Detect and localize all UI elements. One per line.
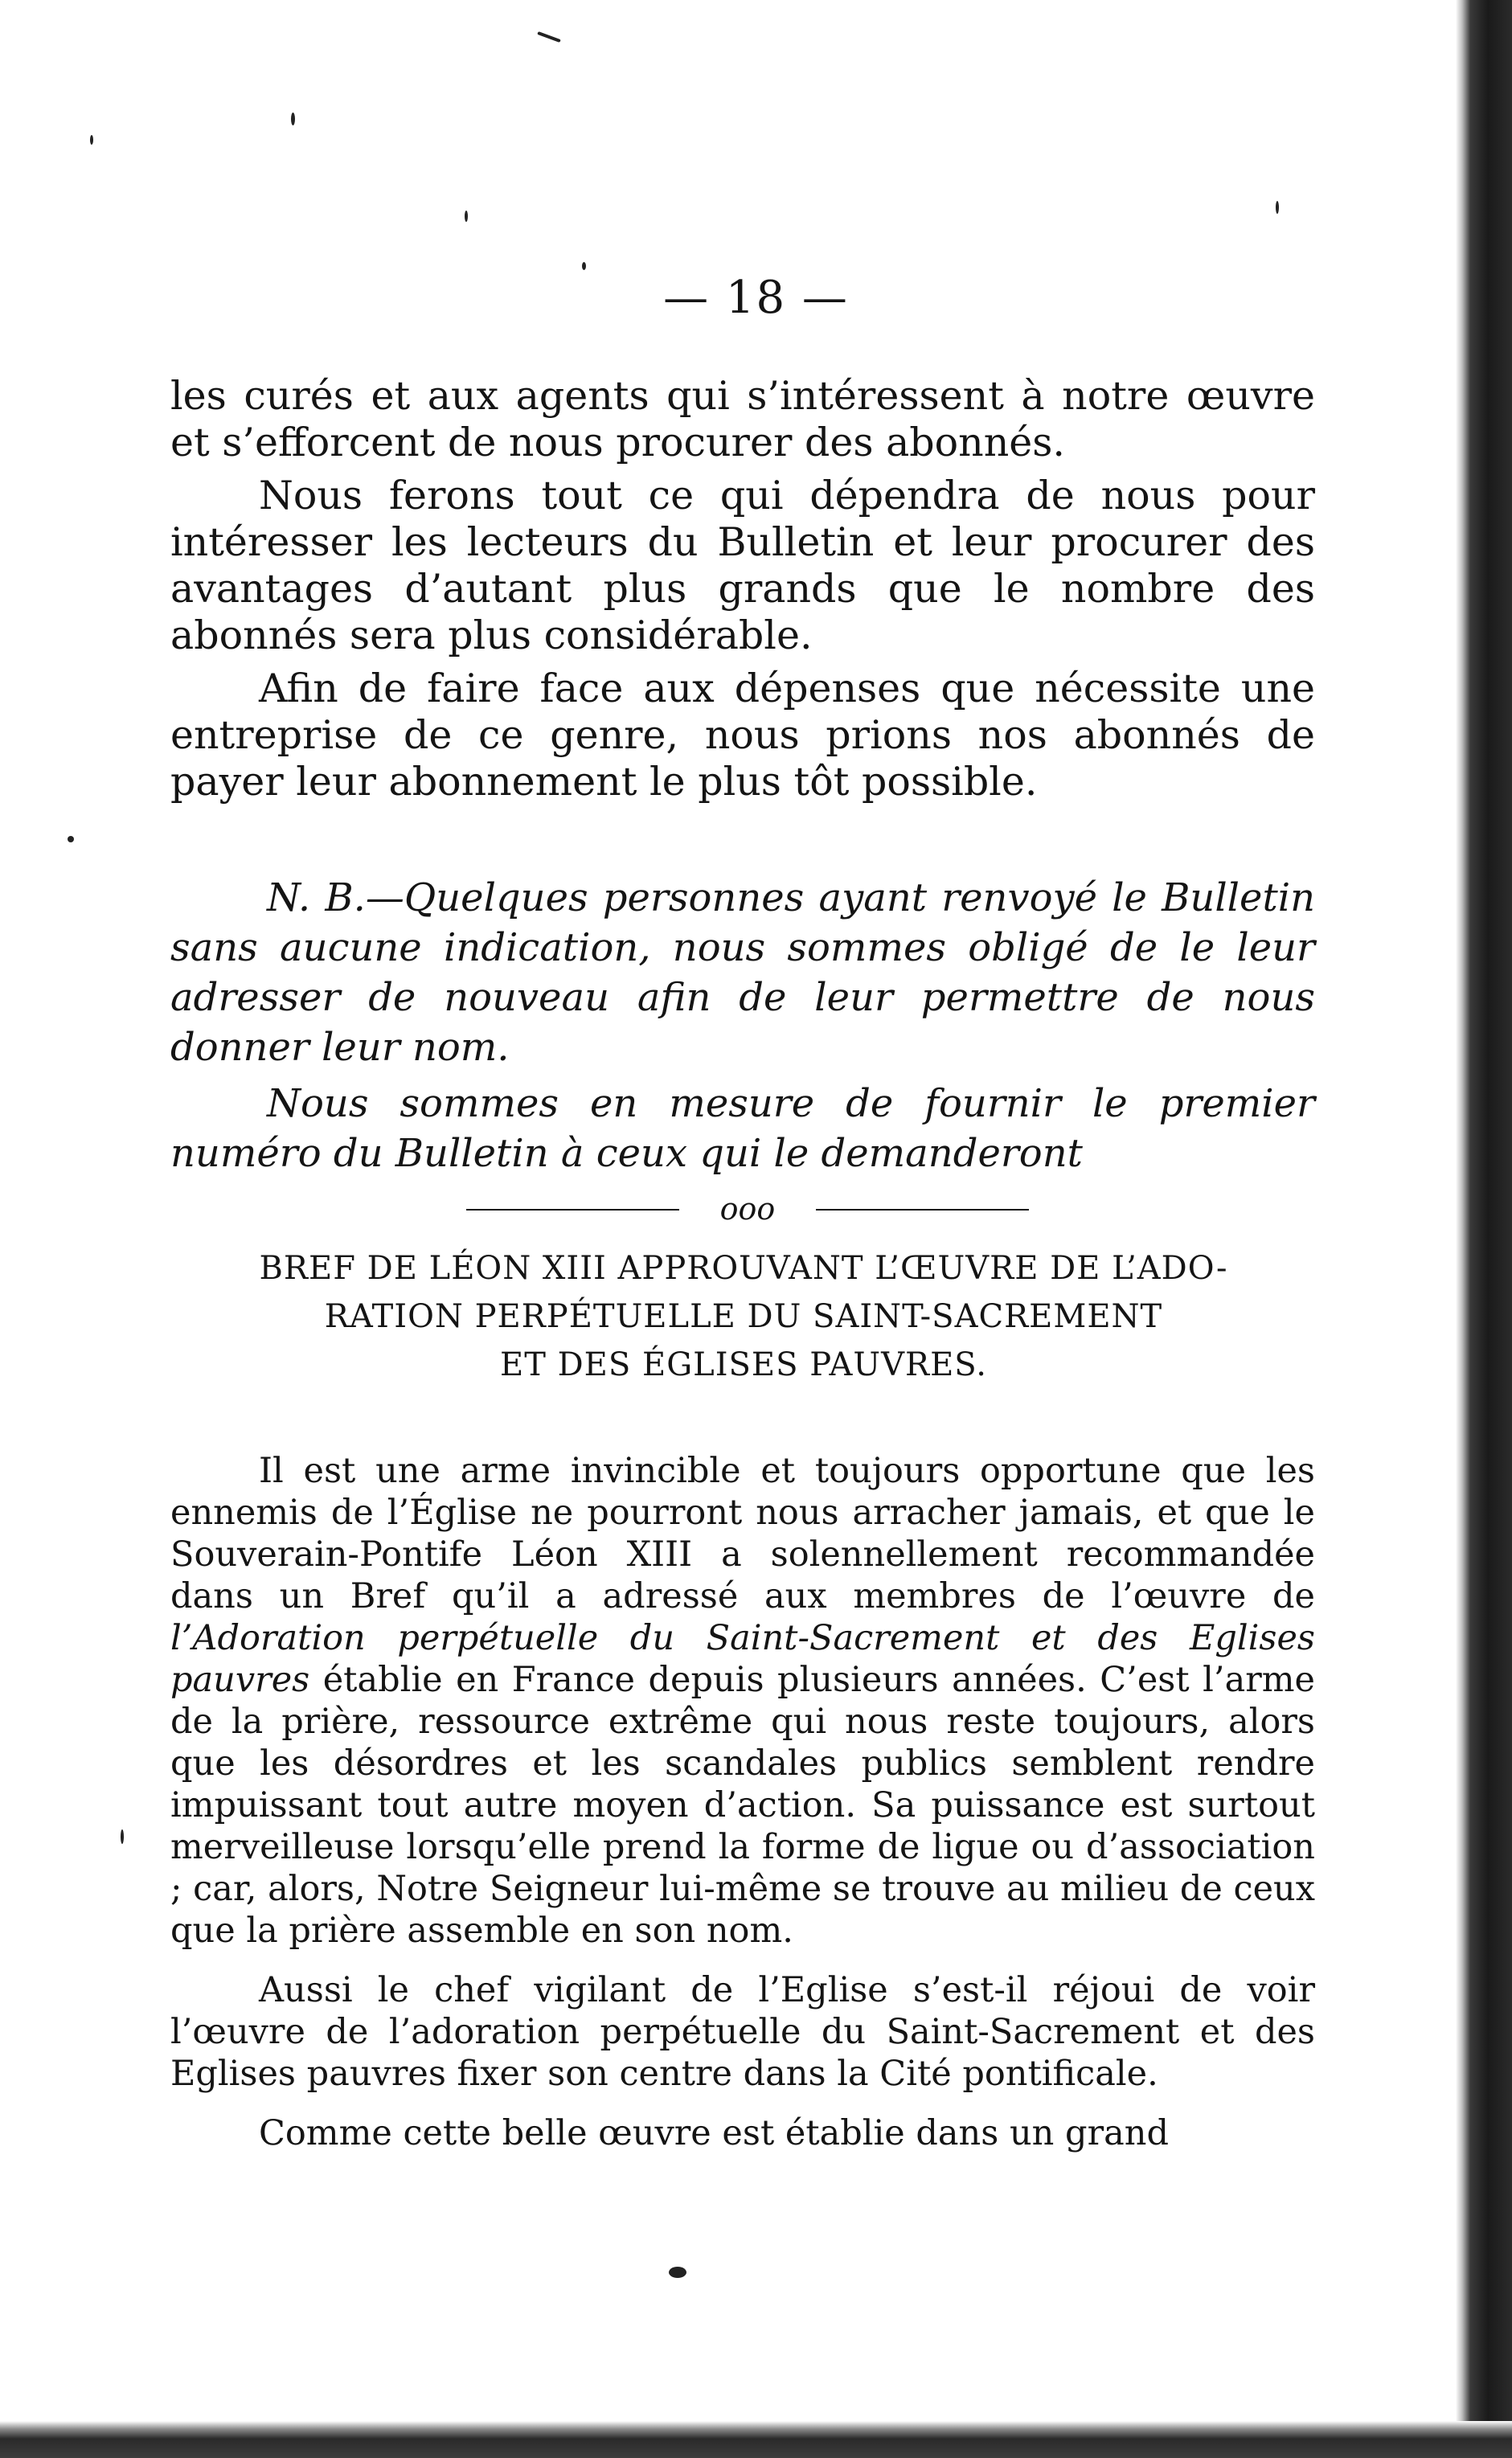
- paragraph: Comme cette belle œuvre est établie dans un grand: [259, 2113, 1169, 2153]
- scan-speck: [1276, 201, 1279, 214]
- page-number: — 18 —: [663, 272, 849, 324]
- paragraph: Afin de faire face aux dépenses que nécessite une entreprise de ce genre, nous prions nos abonnés de payer leur abonnement le plus tôt possible.: [170, 666, 1315, 805]
- scan-border-right: [1456, 0, 1512, 2458]
- scan-speck: [537, 31, 561, 43]
- heading-line: BREF DE LÉON XIII APPROUVANT L’ŒUVRE DE L’ADO-: [259, 1250, 1228, 1287]
- article-body: [170, 1450, 1315, 2154]
- section-separator: [466, 1193, 1029, 1225]
- scan-speck: [582, 262, 586, 270]
- scan-speck: [90, 135, 93, 145]
- scan-speck: [291, 113, 295, 125]
- paragraph: les curés et aux agents qui s’intéressent à notre œuvre et s’efforcent de nous procurer des abonnés.: [170, 373, 1315, 465]
- work-title: l’Adoration perpétuelle du Saint-Sacrement et des Eglises pauvres: [170, 1618, 1315, 1700]
- offer-note: Nous sommes en mesure de fournir le premier numéro du Bulletin à ceux qui le demanderont: [170, 1081, 1315, 1176]
- heading-line: RATION PERPÉTUELLE DU SAINT-SACREMENT: [324, 1298, 1163, 1335]
- paragraph-text: Il est une arme invincible et toujours opportune que les ennemis de l’Église ne pourront nous arracher jamais, et que le Souverain-Pontife Léon XIII a solennellement recommandée dans un Bref qu’il a adressé aux membres de l’œuvre de: [170, 1451, 1315, 1616]
- paragraph-text: établie en France depuis plusieurs années. C’est l’arme de la prière, ressource extrême qui nous reste toujours, alors que les désordres et les scandales publics semblent rendre impuissant tout autre moyen d’action. Sa puissance est surtout merveilleuse lorsqu’elle prend la forme de ligue ou d’association ; car, alors, Notre Seigneur lui-même se trouve au milieu de ceux que la prière assemble en son nom.: [170, 1660, 1315, 1951]
- separator-line-left: [466, 1209, 679, 1211]
- intro-section: [170, 373, 1315, 805]
- note-section: [170, 873, 1315, 1178]
- separator-mark: ooo: [715, 1191, 781, 1227]
- scan-speck: [68, 836, 74, 842]
- nb-note: N. B.—Quelques personnes ayant renvoyé le Bulletin sans aucune indication, nous sommes obligé de le leur adresser de nouveau afin de leur permettre de nous donner leur nom.: [170, 875, 1315, 1070]
- article-heading: [153, 1244, 1334, 1389]
- scan-speck: [669, 2267, 686, 2278]
- separator-line-right: [816, 1209, 1029, 1211]
- scan-speck: [121, 1829, 124, 1844]
- scan-speck: [465, 211, 468, 222]
- scan-border-bottom: [0, 2421, 1512, 2458]
- paragraph: Aussi le chef vigilant de l’Eglise s’est-il réjoui de voir l’œuvre de l’adoration perpétuelle du Saint-Sacrement et des Eglises pauvres fixer son centre dans la Cité pontificale.: [170, 1970, 1315, 2094]
- paragraph: [170, 1450, 1315, 1952]
- heading-line: ET DES ÉGLISES PAUVRES.: [500, 1346, 987, 1383]
- paragraph: Nous ferons tout ce qui dépendra de nous pour intéresser les lecteurs du Bulletin et leur procurer des avantages d’autant plus grands que le nombre des abonnés sera plus considérable.: [170, 473, 1315, 658]
